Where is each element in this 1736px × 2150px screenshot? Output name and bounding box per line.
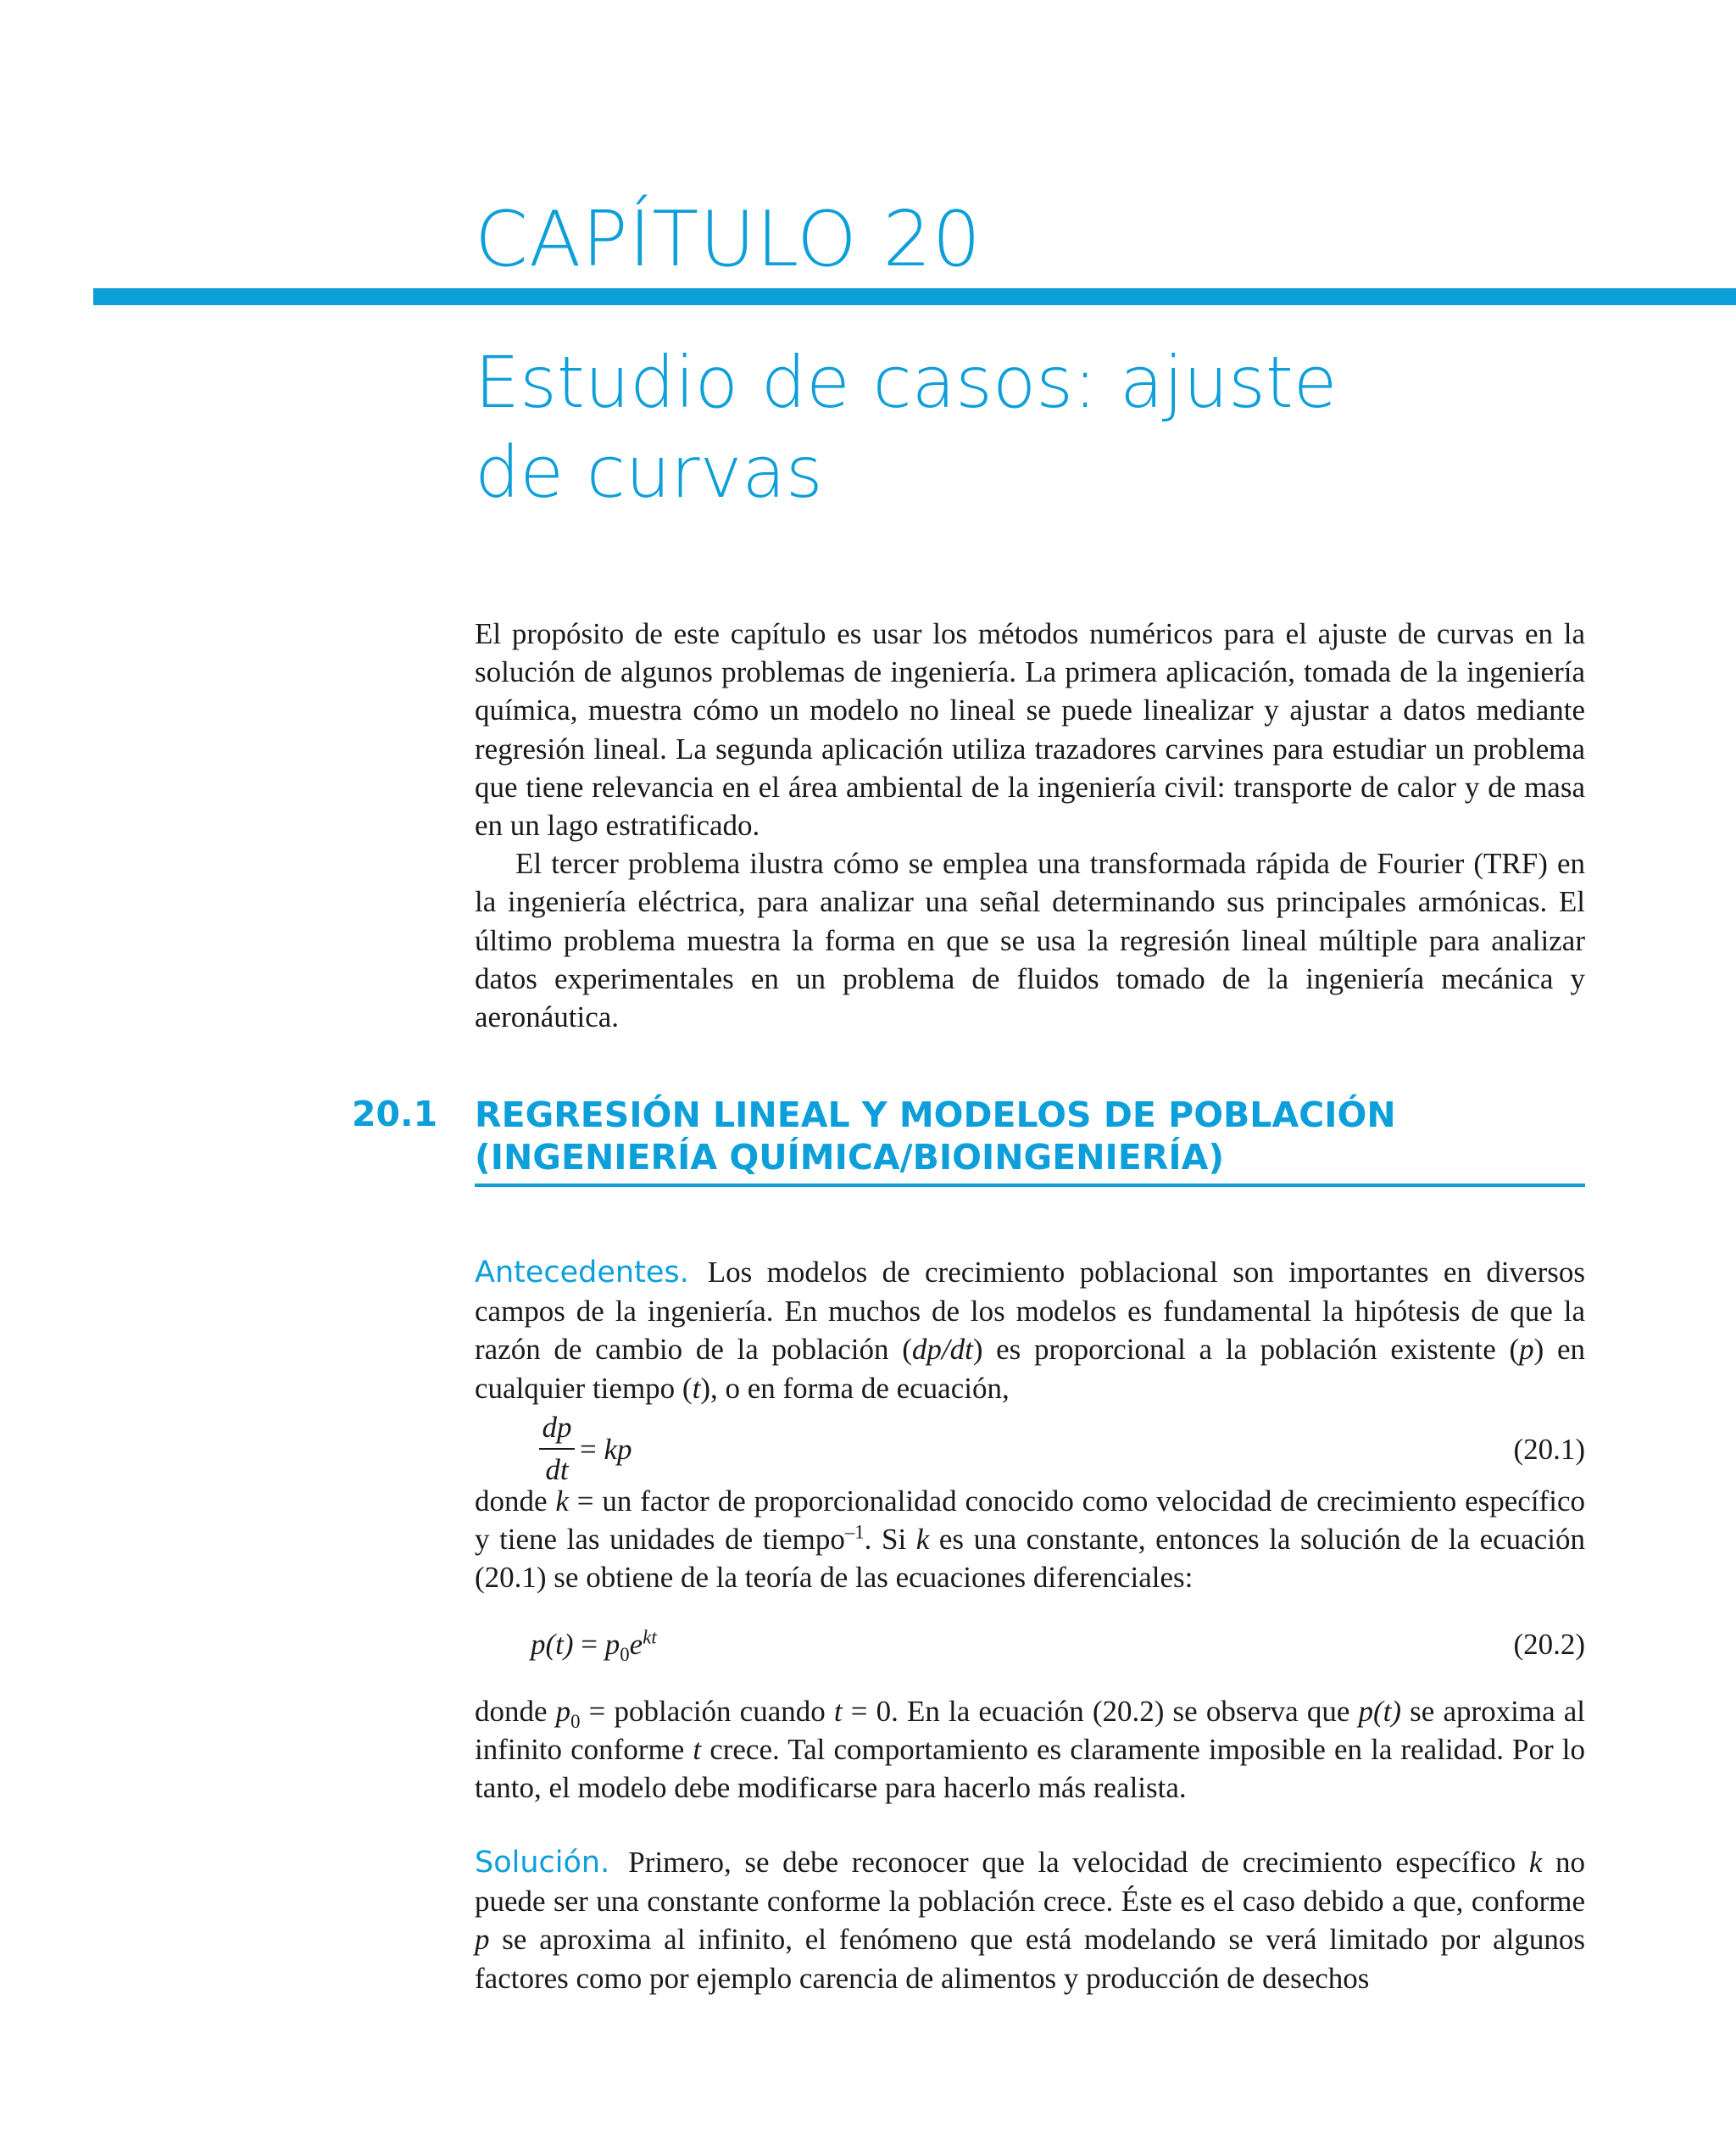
- k-symbol: k: [1528, 1846, 1543, 1879]
- equals-sign: =: [573, 1628, 605, 1661]
- fraction-numerator: dp: [539, 1407, 575, 1450]
- text: = población cuando: [580, 1695, 834, 1728]
- chapter-title: [475, 337, 1337, 517]
- chapter-title-line-2: de curvas: [475, 431, 823, 514]
- equation-body: [531, 1626, 657, 1665]
- equation-20-2: [475, 1628, 1585, 1679]
- text: se aproxima al infinito conforme: [475, 1695, 1585, 1767]
- p-symbol: p: [555, 1695, 571, 1728]
- antecedentes-text-4: ), o en forma de ecuación,: [700, 1371, 1010, 1405]
- equals-sign: =: [580, 1433, 597, 1466]
- text: . Si: [864, 1523, 916, 1557]
- intro-paragraph-1: El propósito de este capítulo es usar los métodos numéricos para el ajuste de curvas en la solución de algunos problemas de ingeniería. La primera aplicación, tomada de la ingeniería química, muestra cómo un modelo no lineal se puede linealizar y ajustar a datos mediante regresión lineal. La segunda aplicación utiliza trazadores carvines para estudiar un problema que tiene relevancia en el área ambiental de la ingeniería civil: transporte de calor y de masa en un lago estratificado.: [475, 617, 1585, 843]
- chapter-title-line-1: Estudio de casos: ajuste: [475, 341, 1338, 424]
- antecedentes-text-3: ) en cualquier tiempo (: [475, 1333, 1585, 1405]
- text: donde: [475, 1484, 556, 1518]
- text: crece. Tal comportamiento es claramente imposible en la realidad. Por lo tanto, el modelo debe modificarse para hacerlo más realista.: [475, 1733, 1585, 1805]
- k-symbol: k: [915, 1523, 930, 1557]
- antecedentes-label: Antecedentes.: [475, 1256, 689, 1289]
- exponent: –1: [844, 1521, 865, 1543]
- text: Primero, se debe reconocer que la velocidad de crecimiento específico: [628, 1846, 1529, 1879]
- subscript: 0: [570, 1711, 581, 1732]
- equation-rhs: [580, 1433, 632, 1467]
- antecedentes-text-2: ) es proporcional a la población existente (: [972, 1333, 1520, 1367]
- section-title-line-2: (INGENIERÍA QUÍMICA/BIOINGENIERÍA): [475, 1137, 1225, 1178]
- k-symbol: k: [555, 1484, 569, 1518]
- antecedentes-paragraph: [475, 1253, 1585, 1407]
- chapter-label: CAPÍTULO 20: [475, 195, 982, 284]
- text: es una constante, entonces la solución de la ecuación (20.1) se obtiene de la teoría de las ecuaciones diferenciales:: [475, 1523, 1585, 1595]
- e-symbol: e: [629, 1628, 643, 1661]
- after-equation-2-paragraph: [475, 1692, 1585, 1807]
- text: no puede ser una constante conforme la población crece. Éste es el caso debido a que, conforme: [475, 1846, 1586, 1919]
- section-title-line-1: REGRESIÓN LINEAL Y MODELOS DE POBLACIÓN: [475, 1094, 1396, 1135]
- fraction-denominator: dt: [545, 1453, 569, 1486]
- equation-20-1: [475, 1407, 1585, 1492]
- section-title: [475, 1094, 1585, 1187]
- solucion-label: Solución.: [475, 1846, 610, 1880]
- rhs-kp: kp: [604, 1433, 632, 1466]
- intro-text: [475, 615, 1585, 1036]
- subscript: 0: [620, 1644, 630, 1665]
- solucion-paragraph: [475, 1843, 1585, 1997]
- text: donde: [475, 1695, 556, 1728]
- section-number: 20.1: [352, 1094, 438, 1134]
- chapter-rule: [93, 288, 1736, 305]
- p-symbol: p: [475, 1923, 490, 1957]
- p-symbol: p: [604, 1628, 620, 1661]
- pt-symbol: p(t): [1358, 1695, 1402, 1728]
- intro-paragraph-2: El tercer problema ilustra cómo se emplea una transformada rápida de Fourier (TRF) en la ingeniería eléctrica, para analizar una señal determinando sus principales armónicas. El último problema muestra la forma en que se usa la regresión lineal múltiple para analizar datos experimentales en un problema de fluidos tomado de la ingeniería mecánica y aeronáutica.: [475, 847, 1585, 1034]
- antecedentes-text-1: Los modelos de crecimiento poblacional son importantes en diversos campos de la ingeniería. En muchos de los modelos es fundamental la hipótesis de que la razón de cambio de la población (: [475, 1256, 1585, 1367]
- text: se aproxima al infinito, el fenómeno que está modelando se verá limitado por algunos factores como por ejemplo carencia de alimentos y producción de desechos: [475, 1923, 1585, 1995]
- after-equation-1-paragraph: [475, 1482, 1585, 1597]
- dpdt-symbol: dp/dt: [911, 1333, 973, 1367]
- t-symbol: t: [693, 1733, 702, 1767]
- p-symbol: p: [1519, 1333, 1534, 1367]
- text: = 0. En la ecuación (20.2) se observa que: [842, 1695, 1359, 1728]
- equation-lhs: p(t): [531, 1628, 574, 1661]
- equation-number: (20.2): [1513, 1628, 1585, 1661]
- t-symbol: t: [692, 1371, 701, 1405]
- text: = un factor de proporcionalidad conocido como velocidad de crecimiento específico y tiene las unidades de tiempo: [475, 1484, 1585, 1557]
- exponent: kt: [643, 1626, 657, 1648]
- t-symbol: t: [833, 1695, 843, 1728]
- equation-number: (20.1): [1513, 1433, 1585, 1466]
